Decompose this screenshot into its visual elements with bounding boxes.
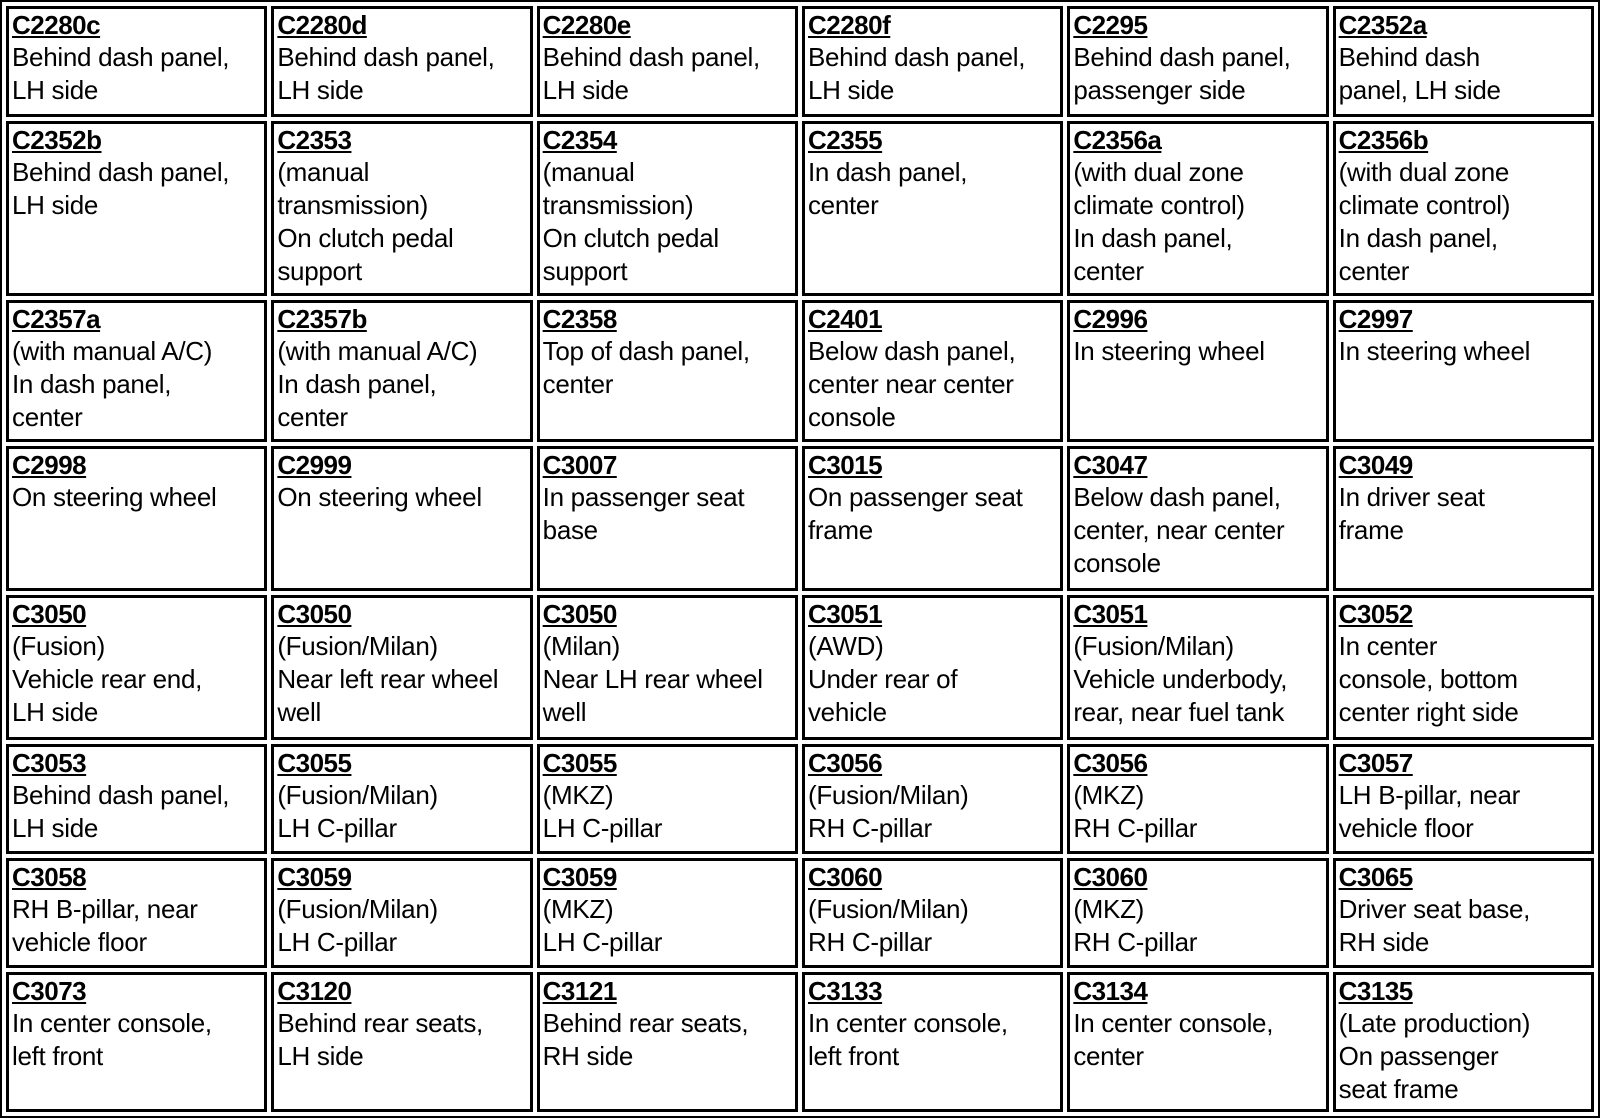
connector-id: C3007 [542, 450, 617, 481]
connector-location: Behind dash panel, LH side [277, 42, 495, 105]
connector-location: (Fusion/Milan) RH C-pillar [807, 894, 969, 958]
connector-id: C3057 [1338, 748, 1413, 779]
table-row [6, 300, 1594, 442]
table-row [6, 972, 1594, 1112]
connector-cell [271, 446, 532, 591]
connector-cell [537, 595, 798, 740]
connector-id: C2998 [12, 450, 87, 481]
connector-cell [537, 446, 798, 591]
connector-id: C3135 [1338, 975, 1413, 1006]
connector-location: (MKZ) LH C-pillar [542, 894, 663, 958]
connector-id: C2352b [12, 124, 102, 155]
connector-cell [6, 6, 267, 117]
connector-location: (with manual A/C) In dash panel, center [12, 336, 213, 433]
connector-location: (Late production) On passenger seat frame [1338, 1007, 1531, 1104]
connector-id: C3015 [807, 450, 883, 481]
connector-id: C3060 [807, 862, 883, 893]
connector-cell [1333, 972, 1594, 1112]
connector-id: C3052 [1338, 599, 1413, 630]
connector-id: C3065 [1338, 862, 1413, 893]
connector-id: C2358 [542, 304, 617, 335]
connector-location: RH B-pillar, near vehicle floor [12, 894, 198, 958]
connector-location: (MKZ) RH C-pillar [1073, 894, 1198, 958]
connector-id: C3056 [1073, 748, 1148, 779]
connector-location: On passenger seat frame [807, 482, 1023, 546]
connector-cell [1333, 121, 1594, 296]
connector-location: Below dash panel, center near center console [807, 336, 1016, 433]
connector-id: C3060 [1073, 862, 1148, 893]
connector-location: (Fusion/Milan) LH C-pillar [277, 894, 438, 958]
connector-id: C3120 [277, 975, 352, 1006]
table-row [6, 595, 1594, 740]
connector-id: C2280e [542, 10, 631, 40]
connector-cell [537, 858, 798, 968]
connector-id: C3051 [1073, 599, 1148, 630]
connector-location: In center console, left front [807, 1007, 1008, 1071]
connector-cell [1067, 858, 1328, 968]
connector-cell [6, 300, 267, 442]
connector-cell [1067, 6, 1328, 117]
connector-location: (with dual zone climate control) In dash panel, center [1073, 156, 1245, 286]
connector-location: In dash panel, center [807, 156, 968, 220]
connector-location: In center console, bottom center right side [1338, 631, 1519, 728]
connector-cell [1333, 744, 1594, 854]
connector-id: C3056 [807, 748, 883, 779]
connector-cell [1333, 858, 1594, 968]
connector-cell [537, 300, 798, 442]
connector-id: C2356a [1073, 124, 1162, 155]
connector-id: C3059 [542, 862, 617, 893]
connector-id: C2280f [807, 10, 891, 40]
connector-cell [1067, 744, 1328, 854]
table-row [6, 744, 1594, 854]
connector-id: C2355 [807, 124, 883, 155]
connector-location: Behind dash panel, LH side [542, 42, 760, 105]
connector-id: C2401 [807, 304, 883, 335]
connector-cell [537, 6, 798, 117]
connector-cell [802, 446, 1063, 591]
connector-cell [802, 6, 1063, 117]
connector-id: C3121 [542, 975, 617, 1006]
connector-id: C3050 [12, 599, 87, 630]
connector-id: C2353 [277, 124, 352, 155]
connector-location: (with manual A/C) In dash panel, center [277, 336, 478, 433]
connector-id: C3055 [542, 748, 617, 779]
connector-location: In center console, center [1073, 1007, 1274, 1071]
connector-cell [537, 744, 798, 854]
connector-location: (with dual zone climate control) In dash panel, center [1338, 156, 1511, 286]
connector-cell [1333, 595, 1594, 740]
connector-location: (Milan) Near LH rear wheel well [542, 631, 763, 728]
connector-id: C3058 [12, 862, 87, 893]
connector-cell [1333, 446, 1594, 591]
connector-location: Below dash panel, center, near center console [1073, 482, 1285, 579]
connector-location: Behind dash panel, LH side [1338, 42, 1501, 105]
connector-cell [271, 858, 532, 968]
connector-id: C2352a [1338, 10, 1427, 40]
connector-id: C3051 [807, 599, 883, 630]
connector-id: C3050 [277, 599, 352, 630]
connector-location: In driver seat frame [1338, 482, 1485, 546]
connector-id: C2997 [1338, 304, 1413, 335]
connector-cell [6, 858, 267, 968]
connector-cell [6, 744, 267, 854]
connector-location: In steering wheel [1338, 336, 1531, 367]
connector-location: Behind dash panel, LH side [807, 42, 1026, 105]
connector-location: LH B-pillar, near vehicle floor [1338, 780, 1520, 844]
connector-location: (Fusion/Milan) Near left rear wheel well [277, 631, 499, 728]
connector-location: (Fusion/Milan) LH C-pillar [277, 780, 438, 844]
connector-cell [271, 744, 532, 854]
table-row [6, 446, 1594, 591]
connector-id: C3059 [277, 862, 352, 893]
connector-location: In passenger seat base [542, 482, 745, 546]
connector-cell [1067, 300, 1328, 442]
table-body [6, 6, 1594, 1112]
connector-location: Behind dash panel, LH side [12, 780, 230, 844]
connector-location: (MKZ) RH C-pillar [1073, 780, 1198, 844]
connector-id: C3053 [12, 748, 87, 779]
connector-cell [271, 972, 532, 1112]
connector-cell [802, 121, 1063, 296]
connector-cell [1067, 121, 1328, 296]
table-row [6, 858, 1594, 968]
connector-id: C3050 [542, 599, 617, 630]
connector-cell [1067, 446, 1328, 591]
connector-location: On steering wheel [277, 482, 482, 513]
connector-cell [271, 300, 532, 442]
connector-location: In steering wheel [1073, 336, 1265, 367]
connector-id: C2356b [1338, 124, 1429, 155]
connector-location: (MKZ) LH C-pillar [542, 780, 663, 844]
connector-cell [802, 972, 1063, 1112]
connector-cell [1067, 972, 1328, 1112]
connector-id: C2280c [12, 10, 101, 40]
connector-location: (manual transmission) On clutch pedal support [542, 156, 719, 286]
connector-cell [6, 595, 267, 740]
connector-id: C3055 [277, 748, 352, 779]
table-row [6, 6, 1594, 117]
connector-cell [537, 121, 798, 296]
connector-cell [271, 6, 532, 117]
connector-location: (AWD) Under rear of vehicle [807, 631, 958, 728]
connector-location: On steering wheel [12, 482, 217, 513]
connector-id: C2295 [1073, 10, 1148, 40]
connector-cell [802, 300, 1063, 442]
connector-id: C2357a [12, 304, 101, 335]
connector-id: C3049 [1338, 450, 1413, 481]
connector-cell [537, 972, 798, 1112]
connector-id: C2354 [542, 124, 617, 155]
connector-cell [271, 121, 532, 296]
connector-location: (Fusion) Vehicle rear end, LH side [12, 631, 203, 728]
connector-id: C2357b [277, 304, 367, 335]
connector-id: C3133 [807, 975, 883, 1006]
connector-location: In center console, left front [12, 1007, 212, 1071]
connector-cell [6, 446, 267, 591]
connector-cell [6, 972, 267, 1112]
connector-location: Top of dash panel, center [542, 336, 750, 400]
connector-id: C3047 [1073, 450, 1148, 481]
connector-location: (Fusion/Milan) Vehicle underbody, rear, near fuel tank [1073, 631, 1288, 728]
connector-id: C2999 [277, 450, 352, 481]
connector-location: Behind dash panel, LH side [12, 42, 230, 105]
table-row [6, 121, 1594, 296]
connector-location: (Fusion/Milan) RH C-pillar [807, 780, 969, 844]
connector-cell [802, 595, 1063, 740]
connector-location: Driver seat base, RH side [1338, 894, 1531, 958]
connector-cell [802, 858, 1063, 968]
connector-location: Behind rear seats, LH side [277, 1007, 483, 1071]
connector-id: C3134 [1073, 975, 1148, 1006]
connector-cell [1333, 300, 1594, 442]
connector-id: C2996 [1073, 304, 1148, 335]
connector-location: Behind dash panel, passenger side [1073, 42, 1291, 105]
connector-cell [1333, 6, 1594, 117]
connector-id: C3073 [12, 975, 87, 1006]
connector-location: Behind dash panel, LH side [12, 156, 230, 220]
connector-cell [6, 121, 267, 296]
connector-cell [271, 595, 532, 740]
connector-location: Behind rear seats, RH side [542, 1007, 749, 1071]
connector-cell [802, 744, 1063, 854]
connector-location: (manual transmission) On clutch pedal support [277, 156, 454, 286]
connector-cell [1067, 595, 1328, 740]
connector-id: C2280d [277, 10, 367, 40]
